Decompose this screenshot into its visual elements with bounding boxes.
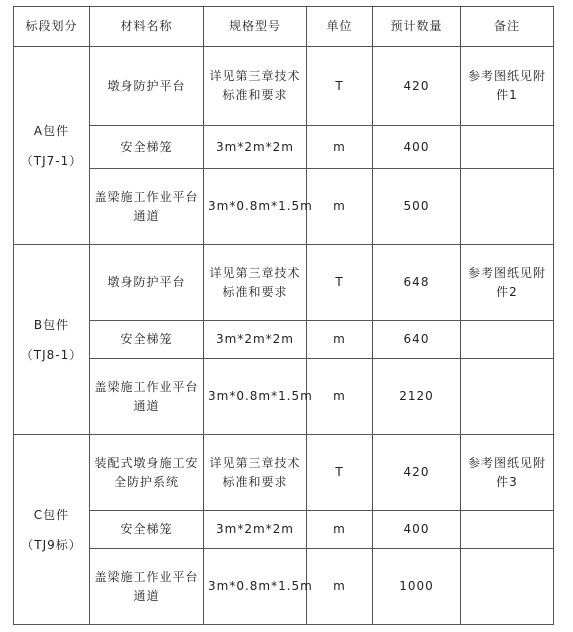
header-section: 标段划分 [14,7,90,47]
spec-cell: 详见第三章技术标准和要求 [204,47,307,126]
material-cell: 盖梁施工作业平台通道 [90,169,204,245]
quantity-cell: 640 [373,321,461,359]
spec-cell: 3m*0.8m*1.5m [204,169,307,245]
section-code: （TJ9标） [21,537,82,552]
note-cell [461,359,554,435]
table-header-row [14,7,554,47]
material-cell: 盖梁施工作业平台通道 [90,359,204,435]
unit-cell: T [307,47,373,126]
header-quantity: 预计数量 [373,7,461,47]
quantity-cell: 400 [373,511,461,549]
section-name: A包件 [33,123,70,138]
quantity-cell: 1000 [373,549,461,625]
unit-cell: m [307,511,373,549]
section-cell [14,245,90,435]
section-name: B包件 [33,317,70,332]
quantity-cell: 420 [373,47,461,126]
unit-cell: m [307,126,373,169]
table-row [14,511,554,549]
section-cell [14,47,90,245]
note-cell: 参考图纸见附件3 [461,435,554,511]
note-cell [461,321,554,359]
note-cell [461,549,554,625]
table-row [14,126,554,169]
unit-cell: T [307,435,373,511]
table-row [14,549,554,625]
note-cell [461,169,554,245]
quantity-cell: 500 [373,169,461,245]
spec-cell: 详见第三章技术标准和要求 [204,435,307,511]
spec-cell: 详见第三章技术标准和要求 [204,245,307,321]
unit-cell: m [307,169,373,245]
note-cell: 参考图纸见附件1 [461,47,554,126]
unit-cell: m [307,321,373,359]
table-row [14,435,554,511]
spec-cell: 3m*0.8m*1.5m [204,359,307,435]
table-row [14,245,554,321]
material-cell: 墩身防护平台 [90,47,204,126]
header-spec: 规格型号 [204,7,307,47]
quantity-cell: 400 [373,126,461,169]
spec-cell: 3m*2m*2m [204,126,307,169]
section-code: （TJ7-1） [20,153,83,168]
quantity-cell: 648 [373,245,461,321]
unit-cell: T [307,245,373,321]
note-cell [461,126,554,169]
header-material: 材料名称 [90,7,204,47]
material-cell: 装配式墩身施工安全防护系统 [90,435,204,511]
quantity-cell: 2120 [373,359,461,435]
header-note: 备注 [461,7,554,47]
unit-cell: m [307,359,373,435]
section-name: C包件 [33,507,70,522]
note-cell [461,511,554,549]
material-cell: 安全梯笼 [90,511,204,549]
spec-cell: 3m*2m*2m [204,511,307,549]
materials-table [13,6,554,625]
table-row [14,47,554,126]
material-cell: 墩身防护平台 [90,245,204,321]
table-row [14,321,554,359]
section-code: （TJ8-1） [20,347,83,362]
material-cell: 安全梯笼 [90,126,204,169]
spec-cell: 3m*0.8m*1.5m [204,549,307,625]
material-cell: 安全梯笼 [90,321,204,359]
table-row [14,169,554,245]
unit-cell: m [307,549,373,625]
material-cell: 盖梁施工作业平台通道 [90,549,204,625]
header-unit: 单位 [307,7,373,47]
note-cell: 参考图纸见附件2 [461,245,554,321]
quantity-cell: 420 [373,435,461,511]
spec-cell: 3m*2m*2m [204,321,307,359]
section-cell [14,435,90,625]
table-row [14,359,554,435]
